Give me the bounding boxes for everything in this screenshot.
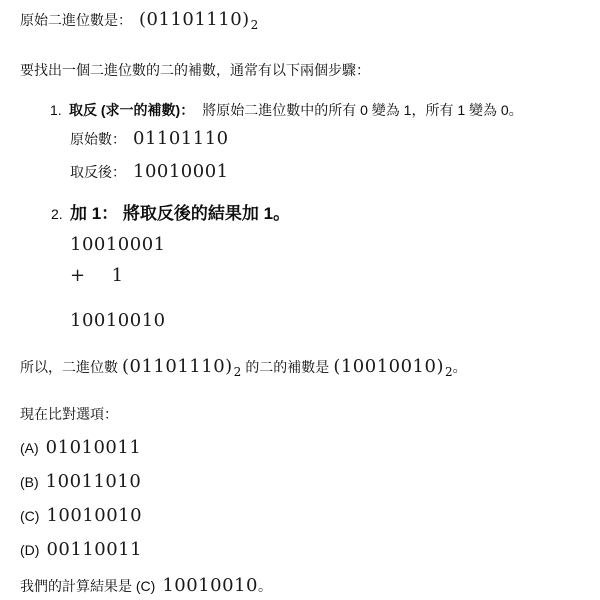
conclusion-subscript-2: 2	[444, 365, 453, 379]
original-value-label: 原始數：	[70, 131, 126, 147]
original-number-label: 原始二進位數是：	[20, 12, 132, 28]
addition-result-value: 10010010	[70, 310, 166, 331]
conclusion-mid: 的二的補數是	[245, 359, 330, 375]
original-value-math: 01101110	[133, 128, 229, 149]
conclusion-line	[20, 352, 582, 387]
conclusion-math-1: (01101110)	[122, 356, 233, 377]
option-value-d: 00110011	[46, 539, 143, 560]
inverted-value-line	[70, 157, 582, 188]
plus-sign: +	[70, 265, 86, 286]
addition-operand-line	[70, 230, 582, 261]
option-label-b: (B)	[20, 474, 39, 490]
original-number-subscript: 2	[250, 18, 259, 32]
option-line-b	[20, 465, 582, 499]
step-2-item	[51, 202, 582, 226]
inverted-value-label: 取反後：	[70, 164, 126, 180]
option-value-b: 10011010	[45, 471, 142, 492]
option-label-d: (D)	[20, 542, 40, 558]
option-line-d	[20, 533, 582, 567]
final-result-value: 10010010	[162, 575, 258, 596]
final-result-post: 。	[257, 578, 272, 594]
option-label-c: (C)	[20, 508, 40, 524]
final-result-line	[20, 570, 582, 600]
step-1-marker: 1.	[50, 102, 62, 118]
step-1-description: 將原始二進位數中的所有 0 變為 1，所有 1 變為 0。	[202, 102, 523, 118]
step-2-heading: 加 1： 將取反後的結果加 1。	[70, 204, 291, 223]
final-result-pre: 我們的計算結果是 (C)	[20, 578, 156, 594]
addition-operand-top: 10010001	[70, 234, 166, 255]
conclusion-math-2: (10010010)	[333, 356, 444, 377]
step-1-item	[50, 100, 582, 120]
options-intro: 現在比對選項：	[20, 406, 118, 422]
option-line-a	[20, 431, 582, 465]
addition-result-line	[70, 306, 582, 337]
original-number-math: (01101110)	[139, 9, 250, 30]
option-line-c	[20, 499, 582, 533]
original-number-line	[20, 6, 582, 39]
steps-intro-text: 要找出一個二進位數的二的補數，通常有以下兩個步驟：	[20, 62, 370, 78]
step-1-title: 取反 (求一的補數)：	[69, 102, 195, 118]
option-value-c: 10010010	[46, 505, 143, 526]
option-value-a: 01010011	[45, 437, 142, 458]
option-label-a: (A)	[20, 440, 39, 456]
conclusion-post: 。	[452, 359, 467, 375]
step-2-marker: 2.	[51, 206, 63, 222]
inverted-value-math: 10010001	[133, 161, 229, 182]
conclusion-subscript-1: 2	[233, 365, 242, 379]
conclusion-pre: 所以，二進位數	[20, 359, 118, 375]
addition-plus-line	[70, 261, 582, 292]
original-value-line	[70, 124, 582, 155]
addition-operand-bottom: 1	[111, 265, 124, 286]
